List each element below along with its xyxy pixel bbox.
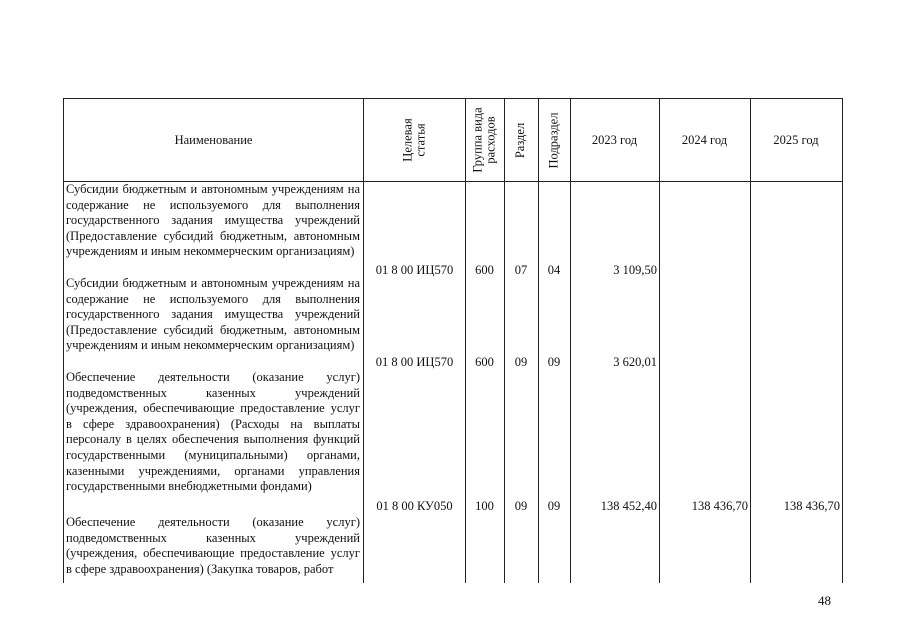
row-3-group: 100	[475, 499, 494, 513]
page-number: 48	[818, 593, 831, 608]
header-target-article-line2: статья	[413, 123, 428, 157]
header-year-2025-label: 2025 год	[773, 132, 819, 147]
row-2-subsection: 09	[547, 355, 561, 369]
header-section-label: Раздел	[513, 122, 528, 158]
header-target-article-line1: Целевая	[400, 118, 415, 162]
row-1-y2023: 3 109,50	[613, 263, 657, 277]
row-2-article: 01 8 00 ИЦ570	[375, 355, 454, 369]
row-3-y2025: 138 436,70	[783, 499, 840, 513]
row-2-name: Субсидии бюджетным и автономным учреждениям на содержание не используемого для выполнения государственного задания имущества учреждений (Предоставление субсидий бюджетным, автономным учреждениям и иным некоммерческим организациям)	[66, 276, 360, 353]
row-3-y2023: 138 452,40	[600, 499, 657, 513]
header-target-article	[364, 99, 465, 181]
header-section	[504, 99, 538, 181]
header-expense-group-line2: расходов	[483, 116, 498, 164]
header-subsection-label: Подраздел	[546, 112, 561, 168]
row-3-section: 09	[514, 499, 528, 513]
header-year-2024-label: 2024 год	[681, 132, 728, 147]
header-name	[64, 99, 363, 181]
row-2-section: 09	[514, 355, 528, 369]
row-2-group: 600	[475, 355, 494, 369]
row-1-article: 01 8 00 ИЦ570	[375, 263, 454, 277]
header-year-2023	[570, 99, 659, 181]
header-year-2024	[659, 99, 750, 181]
header-year-2023-label: 2023 год	[591, 132, 638, 147]
header-expense-group	[465, 99, 504, 181]
row-3-subsection: 09	[547, 499, 561, 513]
header-year-2025	[750, 99, 842, 181]
row-1-section: 07	[514, 263, 528, 277]
budget-table	[63, 98, 843, 583]
row-3-name: Обеспечение деятельности (оказание услуг) подведомственных казенных учреждений (учреждения, обеспечивающие предоставление услуг в сфере здравоохранения) (Расходы на выплаты персоналу в целях обеспечения выполнения функций государственными (муниципальными) органами, казенными учреждениями, органами управления государственными внебюджетными фондами)	[66, 370, 360, 494]
row-1-group: 600	[475, 263, 494, 277]
row-3-y2024: 138 436,70	[691, 499, 748, 513]
row-4-name: Обеспечение деятельности (оказание услуг) подведомственных казенных учреждений (учреждения, обеспечивающие предоставление услуг в сфере здравоохранения) (Закупка товаров, работ	[66, 515, 360, 576]
row-2-y2023: 3 620,01	[613, 355, 657, 369]
header-subsection	[538, 99, 570, 181]
row-1-name: Субсидии бюджетным и автономным учреждениям на содержание не используемого для выполнения государственного задания имущества учреждений (Предоставление субсидий бюджетным, автономным учреждениям и иным некоммерческим организациям)	[66, 182, 360, 259]
header-expense-group-line1: Группа вида	[470, 107, 485, 173]
row-1-subsection: 04	[547, 263, 561, 277]
header-name-label: Наименование	[174, 132, 253, 147]
row-3-article: 01 8 00 КУ050	[376, 499, 453, 513]
